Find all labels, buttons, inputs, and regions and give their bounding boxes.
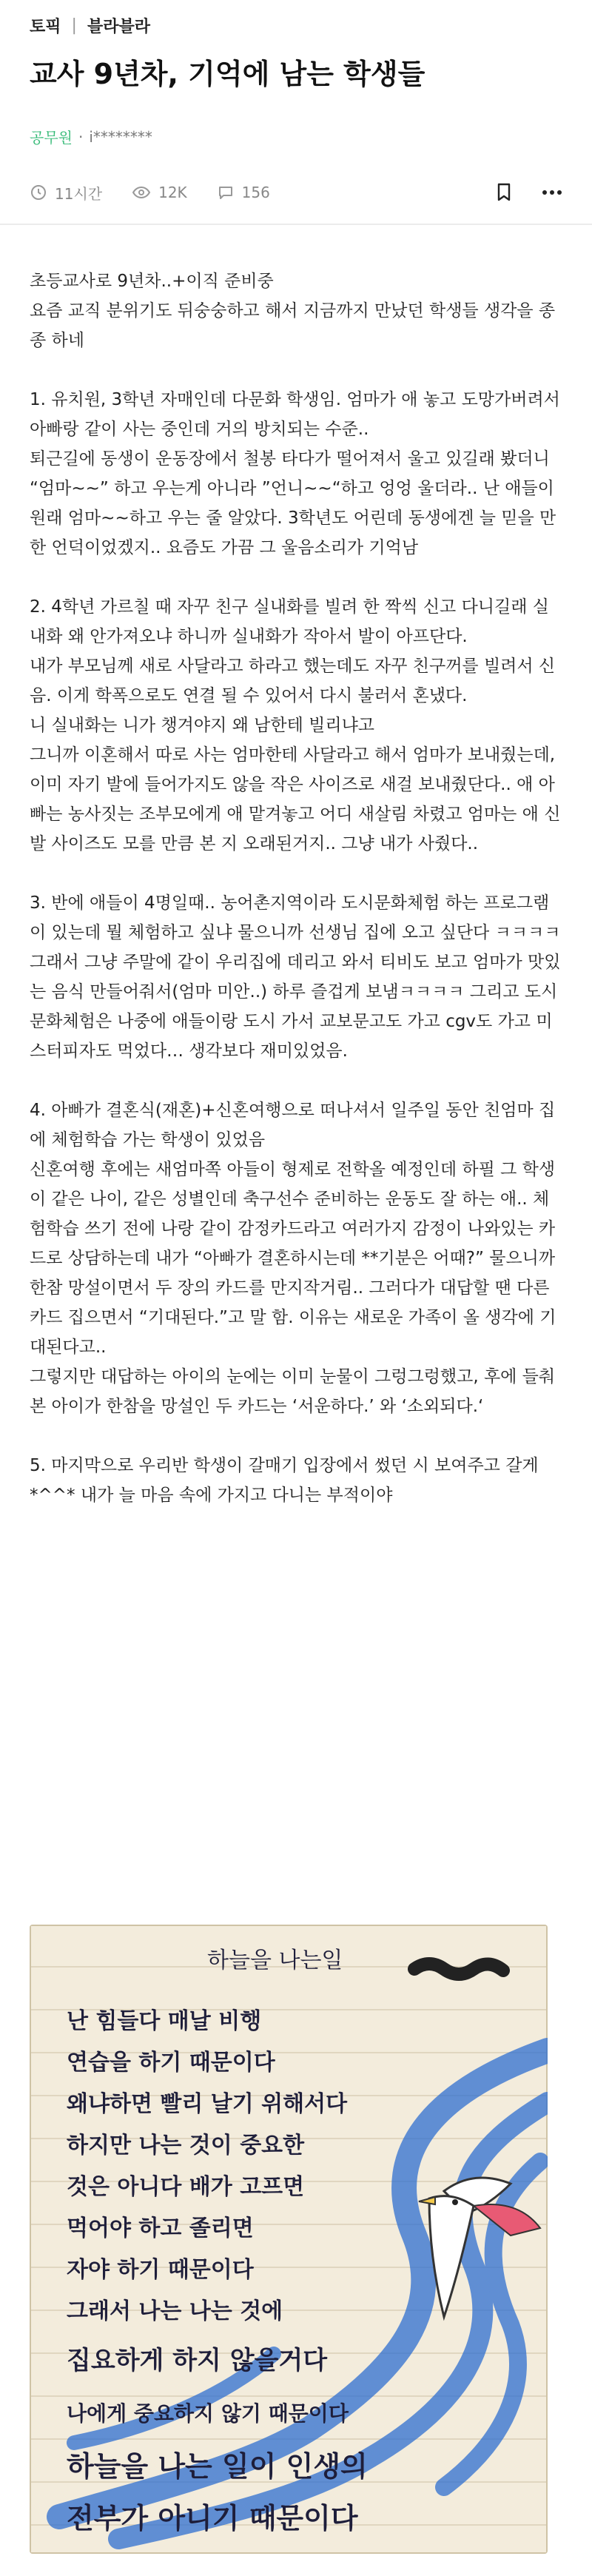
bookmark-icon xyxy=(496,183,512,202)
comments-stat[interactable] xyxy=(217,184,270,201)
post-title: 교사 9년차, 기억에 남는 학생들 xyxy=(30,58,426,90)
body-story-5: 5. 마지막으로 우리반 학생이 갈매기 입장에서 썼던 시 보여주고 갈게*^^* 내가 늘 마음 속에 가지고 다니는 부적이야 xyxy=(30,1456,539,1505)
body-story-2: 2. 4학년 가르칠 때 자꾸 친구 실내화를 빌려 한 짝씩 신고 다니길래 실내화 왜 안가져오냐 하니까 실내화가 작아서 발이 아프단다. 내가 부모님께 새로 사달라고 하라고 했는데도 자꾸 친구꺼를 빌려서 신음. 이게 학폭으로도 연결 될 수 있어서 다시 불러서 혼냈다. 니 실내화는 니가 챙겨야지 왜 남한테 빌리냐고 그니까 이혼해서 따로 사는 엄마한테 사달라고 해서 엄마가 보내줬는데, 이미 자기 발에 들어가지도 않을 작은 사이즈로 새걸 보내줬단다.. 애 아빠는 농사짓는 조부모에게 애 맡겨놓고 어디 새살림 차렸고 엄마는 애 신발 사이즈도 모를 만큼 본 지 오래된거지.. 그냥 내가 사줬다.. xyxy=(30,597,561,853)
poem-line: 전부가 아니기 때문이다 xyxy=(67,2502,358,2535)
poem-line: 집요하게 하지 않을거다 xyxy=(67,2346,328,2375)
poem-line: 것은 아니다 배가 고프면 xyxy=(67,2174,305,2200)
more-icon xyxy=(542,189,562,195)
poem-line: 왜냐하면 빨리 날기 위해서다 xyxy=(67,2091,348,2117)
poem-drawing xyxy=(30,1925,548,2554)
top-nav xyxy=(0,0,592,50)
views-stat xyxy=(132,184,187,201)
meta-dot: · xyxy=(78,127,84,146)
nav-separator: | xyxy=(71,16,77,35)
clock-icon xyxy=(30,184,47,201)
author-company[interactable]: 공무원 xyxy=(30,129,73,147)
eye-icon xyxy=(132,184,151,201)
bookmark-button[interactable] xyxy=(496,183,512,202)
body-story-3: 3. 반에 애들이 4명일때.. 농어촌지역이라 도시문화체험 하는 프로그램이 있는데 뭘 체험하고 싶냐 물으니까 선생님 집에 오고 싶단다 ㅋㅋㅋㅋ 그래서 그냥 주말에 같이 우리집에 데리고 와서 티비도 보고 엄마가 맛있는 음식 만들어줘서(엄마 미안..) 하루 즐겁게 보냄ㅋㅋㅋㅋ 그리고 도시문화체험은 나중에 애들이랑 도시 가서 교보문고도 가고 cgv도 가고 미스터피자도 먹었다… 생각보다 재미있었음. xyxy=(30,893,566,1061)
body-story-1: 1. 유치원, 3학년 자매인데 다문화 학생임. 엄마가 애 놓고 도망가버려서 아빠랑 같이 사는 중인데 거의 방치되는 수준.. 퇴근길에 동생이 운동장에서 철봉 타다가 떨어져서 울고 있길래 봤더니 “엄마~~” 하고 우는게 아니라 ”언니~~“하고 엉엉 울더라.. 난 애들이 원래 엄마~~하고 우는 줄 알았다. 3학년도 어린데 동생에겐 늘 믿을 만 한 언덕이었겠지.. 요즘도 가끔 그 울음소리가 기억남 xyxy=(30,390,560,557)
poem-line: 먹어야 하고 졸리면 xyxy=(67,2216,254,2241)
comment-icon xyxy=(217,184,235,201)
poem-line: 하늘을 나는 일이 인생의 xyxy=(67,2450,368,2483)
poem-line: 자야 하기 때문이다 xyxy=(67,2257,254,2283)
poem-photo xyxy=(30,1925,548,2554)
time-stat xyxy=(30,182,102,204)
post-body xyxy=(30,266,566,1540)
body-story-4: 4. 아빠가 결혼식(재혼)+신혼여행으로 떠나셔서 일주일 동안 친엄마 집에 체험학습 가는 학생이 있었음 신혼여행 후에는 새엄마쪽 아들이 형제로 전학올 예정인데 하필 그 학생이 같은 나이, 같은 성별인데 축구선수 준비하는 운동도 잘 하는 애.. 체험학습 쓰기 전에 나랑 같이 감정카드라고 여러가지 감정이 나와있는 카드로 상담하는데 내가 “아빠가 결혼하시는데 **기분은 어때?” 물으니까 한참 망설이면서 두 장의 카드를 만지작거림.. 그러다가 대답할 땐 다른 카드 집으면서 “기대된다.”고 말 함. 이유는 새로운 가족이 올 생각에 기대된다고.. 그렇지만 대답하는 아이의 눈에는 이미 눈물이 그렁그렁했고, 후에 들춰본 아이가 한참을 망설인 두 카드는 ‘서운하다.’ 와 ‘소외되다.‘ xyxy=(30,1101,556,1416)
body-intro: 초등교사로 9년차..+이직 준비중 요즘 교직 분위기도 뒤숭숭하고 해서 지금까지 만났던 학생들 생각을 종종 하네 xyxy=(30,272,556,350)
poem-line: 연습을 하기 때문이다 xyxy=(67,2050,275,2076)
nav-topic-link[interactable]: 토픽 xyxy=(30,17,61,36)
poem-line: 나에게 중요하지 않기 때문이다 xyxy=(67,2401,349,2426)
author-id: i******** xyxy=(89,127,152,146)
poem-line: 난 힘들다 매날 비행 xyxy=(67,2008,262,2034)
post-actions xyxy=(466,183,562,202)
nav-board-link[interactable]: 블라블라 xyxy=(87,17,150,36)
poem-title: 하늘을 나는일 xyxy=(207,1948,343,1973)
author-row xyxy=(30,126,152,147)
post-stats xyxy=(30,178,562,207)
comments-count: 156 xyxy=(241,184,270,201)
time-text: 11시간 xyxy=(55,184,103,203)
more-button[interactable] xyxy=(542,189,562,195)
poem-line: 그래서 나는 나는 것에 xyxy=(67,2298,283,2324)
header-divider xyxy=(0,224,592,225)
views-count: 12K xyxy=(158,184,187,201)
poem-line: 하지만 나는 것이 중요한 xyxy=(67,2133,305,2159)
